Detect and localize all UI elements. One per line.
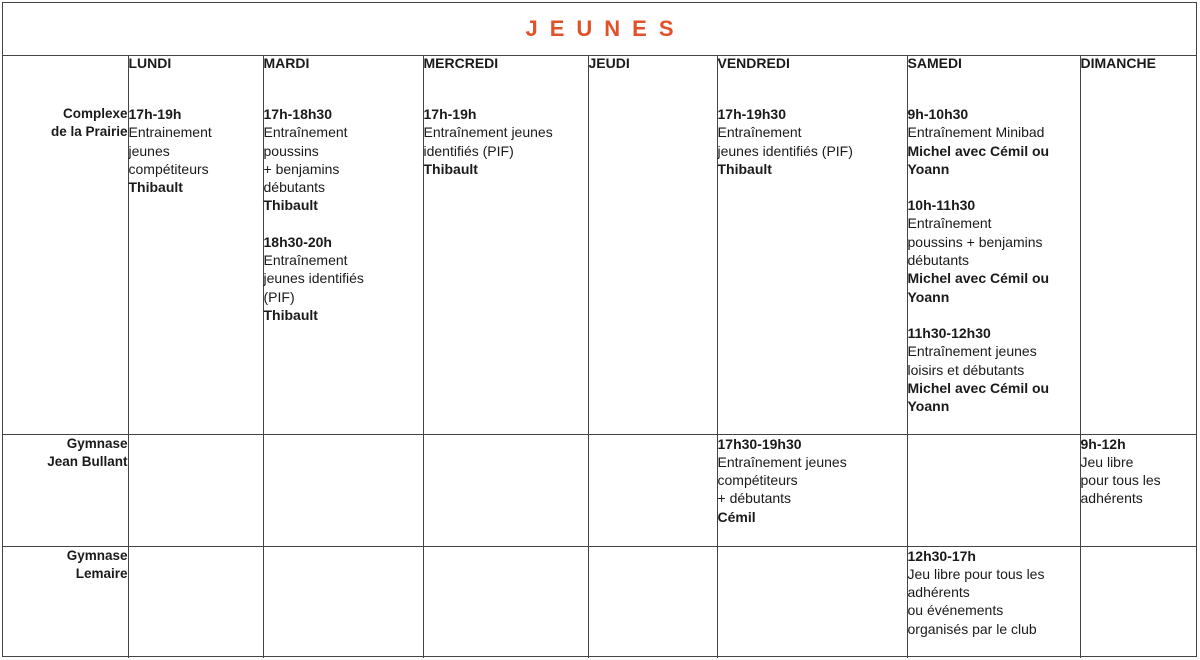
title-row [3,3,1196,56]
schedule-cell [717,546,907,658]
slot-coach: Michel avec Cémil ou Yoann [907,379,1050,415]
schedule-cell [588,105,717,434]
venue-row [3,434,1196,546]
slot-description: Entraînement Minibad [907,124,1045,141]
slot-description: Entraînement poussins + benjamins débutants [907,215,1043,269]
schedule-cell [128,434,263,546]
day-header: SAMEDI [907,55,1080,105]
schedule-cell [717,105,907,434]
schedule-cell [717,434,907,546]
page-title: JEUNES [525,16,686,41]
venue-name [3,546,128,658]
training-slot [424,105,588,178]
slot-coach: Thibault [263,197,318,214]
slot-time: 17h30-19h30 [717,435,802,452]
slot-coach: Cémil [717,508,756,525]
schedule-cell [1080,546,1196,658]
slot-description: Entraînement jeunes identifiés (PIF) [717,124,853,159]
venue-name [3,105,128,434]
training-slot [718,435,907,526]
venue-name [3,434,128,546]
slot-time: 18h30-20h [263,233,332,250]
venue-row [3,546,1196,658]
schedule-cell [263,434,423,546]
schedule-cell [588,434,717,546]
slot-coach: Michel avec Cémil ou Yoann [907,270,1050,305]
slot-time: 9h-12h [1080,435,1126,452]
schedule-cell [423,434,588,546]
schedule-table [3,55,1196,658]
slot-description: Jeu libre pour tous les adhérents [1080,453,1161,507]
slot-description: Entraînement jeunes compétiteurs + débutants [717,453,847,507]
slot-description: Entrainement jeunes compétiteurs [128,124,212,177]
day-header: JEUDI [588,55,717,105]
venue-label: Gymnase Jean Bullant [47,435,128,469]
slot-description: Entraînement jeunes identifiés (PIF) [263,252,364,305]
venue-label: Gymnase Lemaire [66,547,128,581]
slot-time: 17h-19h30 [717,106,786,122]
schedule-frame [2,2,1197,657]
slot-coach: Michel avec Cémil ou Yoann [907,142,1050,177]
schedule-cell [907,105,1080,434]
schedule-cell [128,546,263,658]
slot-description: Entraînement jeunes identifiés (PIF) [423,124,553,159]
slot-time: 9h-10h30 [907,106,969,122]
header-row [3,55,1196,105]
day-header: VENDREDI [717,55,907,105]
slot-time: 12h30-17h [907,547,976,564]
training-slot [1081,435,1197,508]
slot-time: 11h30-12h30 [907,324,991,341]
schedule-cell [263,546,423,658]
schedule-cell [423,105,588,434]
corner-cell [3,55,128,105]
slot-time: 17h-19h [423,106,477,122]
day-header: MARDI [263,55,423,105]
training-slot [129,105,263,196]
venue-row [3,105,1196,434]
slot-coach: Thibault [423,160,478,177]
schedule-cell [128,105,263,434]
slot-coach: Thibault [717,160,772,177]
slot-description: Entraînement jeunes loisirs et débutants [907,343,1037,378]
schedule-cell [588,546,717,658]
training-slot [264,105,423,215]
day-header: MERCREDI [423,55,588,105]
schedule-body [3,105,1196,658]
day-header: DIMANCHE [1080,55,1196,105]
training-slot [908,324,1080,415]
training-slot [718,105,907,178]
schedule-cell [1080,105,1196,434]
schedule-cell [423,546,588,658]
schedule-cell [907,546,1080,658]
training-slot [908,547,1080,638]
slot-time: 17h-19h [128,106,182,122]
schedule-cell [1080,434,1196,546]
training-slot [264,233,423,324]
slot-time: 10h-11h30 [907,197,976,214]
schedule-cell [907,434,1080,546]
training-slot [908,105,1080,178]
slot-coach: Thibault [128,179,183,196]
slot-coach: Thibault [263,306,318,323]
slot-description: Jeu libre pour tous les adhérents ou événements organisés par le club [907,565,1045,637]
slot-description: Entraînement poussins + benjamins débutants [263,124,348,196]
schedule-cell [263,105,423,434]
day-header: LUNDI [128,55,263,105]
venue-label: Complexe de la Prairie [50,106,128,139]
training-slot [908,196,1080,306]
slot-time: 17h-18h30 [263,106,332,122]
